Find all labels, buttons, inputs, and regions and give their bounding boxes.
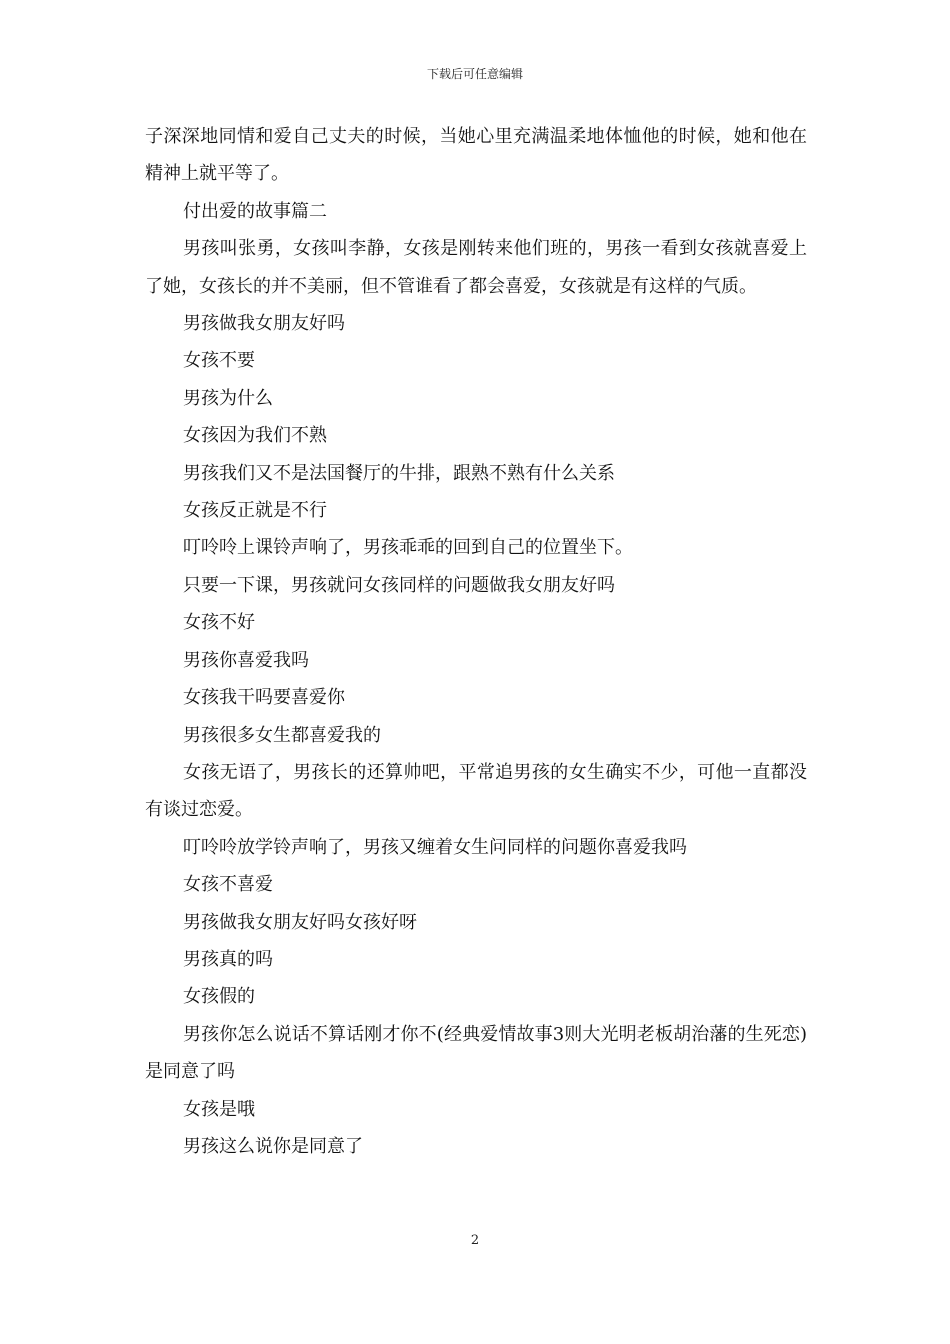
paragraph: 叮呤呤放学铃声响了，男孩又缠着女生问同样的问题你喜爱我吗 (183, 836, 687, 858)
paragraph: 男孩你怎么说话不算话刚才你不(经典爱情故事3则大光明老板胡治藩的生死恋)是同意了吗 (145, 1023, 807, 1083)
paragraph: 女孩不要 (183, 350, 255, 372)
document-body (145, 118, 807, 1165)
paragraph: 女孩反正就是不行 (183, 500, 327, 522)
paragraph: 男孩我们又不是法国餐厅的牛排，跟熟不熟有什么关系 (183, 462, 615, 484)
paragraph: 只要一下课，男孩就问女孩同样的问题做我女朋友好吗 (183, 574, 615, 596)
paragraph: 女孩不好 (183, 612, 255, 634)
paragraph: 男孩很多女生都喜爱我的 (183, 724, 381, 746)
paragraph: 女孩不喜爱 (183, 874, 273, 896)
paragraph: 男孩做我女朋友好吗女孩好呀 (183, 911, 417, 933)
paragraph: 男孩为什么 (183, 387, 273, 409)
paragraph: 女孩无语了，男孩长的还算帅吧，平常追男孩的女生确实不少，可他一直都没有谈过恋爱。 (145, 761, 807, 821)
paragraph: 女孩是哦 (183, 1098, 255, 1120)
paragraph: 男孩真的吗 (183, 948, 273, 970)
paragraph: 子深深地同情和爱自己丈夫的时候，当她心里充满温柔地体恤他的时候，她和他在精神上就平等了。 (145, 126, 807, 185)
paragraph: 男孩这么说你是同意了 (183, 1135, 363, 1157)
section-heading: 付出爱的故事篇二 (183, 200, 327, 222)
paragraph: 叮呤呤上课铃声响了，男孩乖乖的回到自己的位置坐下。 (183, 537, 633, 559)
paragraph: 男孩你喜爱我吗 (183, 649, 309, 671)
paragraph: 女孩假的 (183, 986, 255, 1008)
paragraph: 女孩我干吗要喜爱你 (183, 687, 345, 709)
page-number: 2 (470, 1233, 480, 1248)
page-header: 下载后可任意编辑 (426, 67, 523, 81)
paragraph: 女孩因为我们不熟 (183, 425, 327, 447)
paragraph: 男孩叫张勇，女孩叫李静，女孩是刚转来他们班的，男孩一看到女孩就喜爱上了她，女孩长的并不美丽，但不管谁看了都会喜爱，女孩就是有这样的气质。 (145, 238, 807, 297)
paragraph: 男孩做我女朋友好吗 (183, 313, 345, 335)
